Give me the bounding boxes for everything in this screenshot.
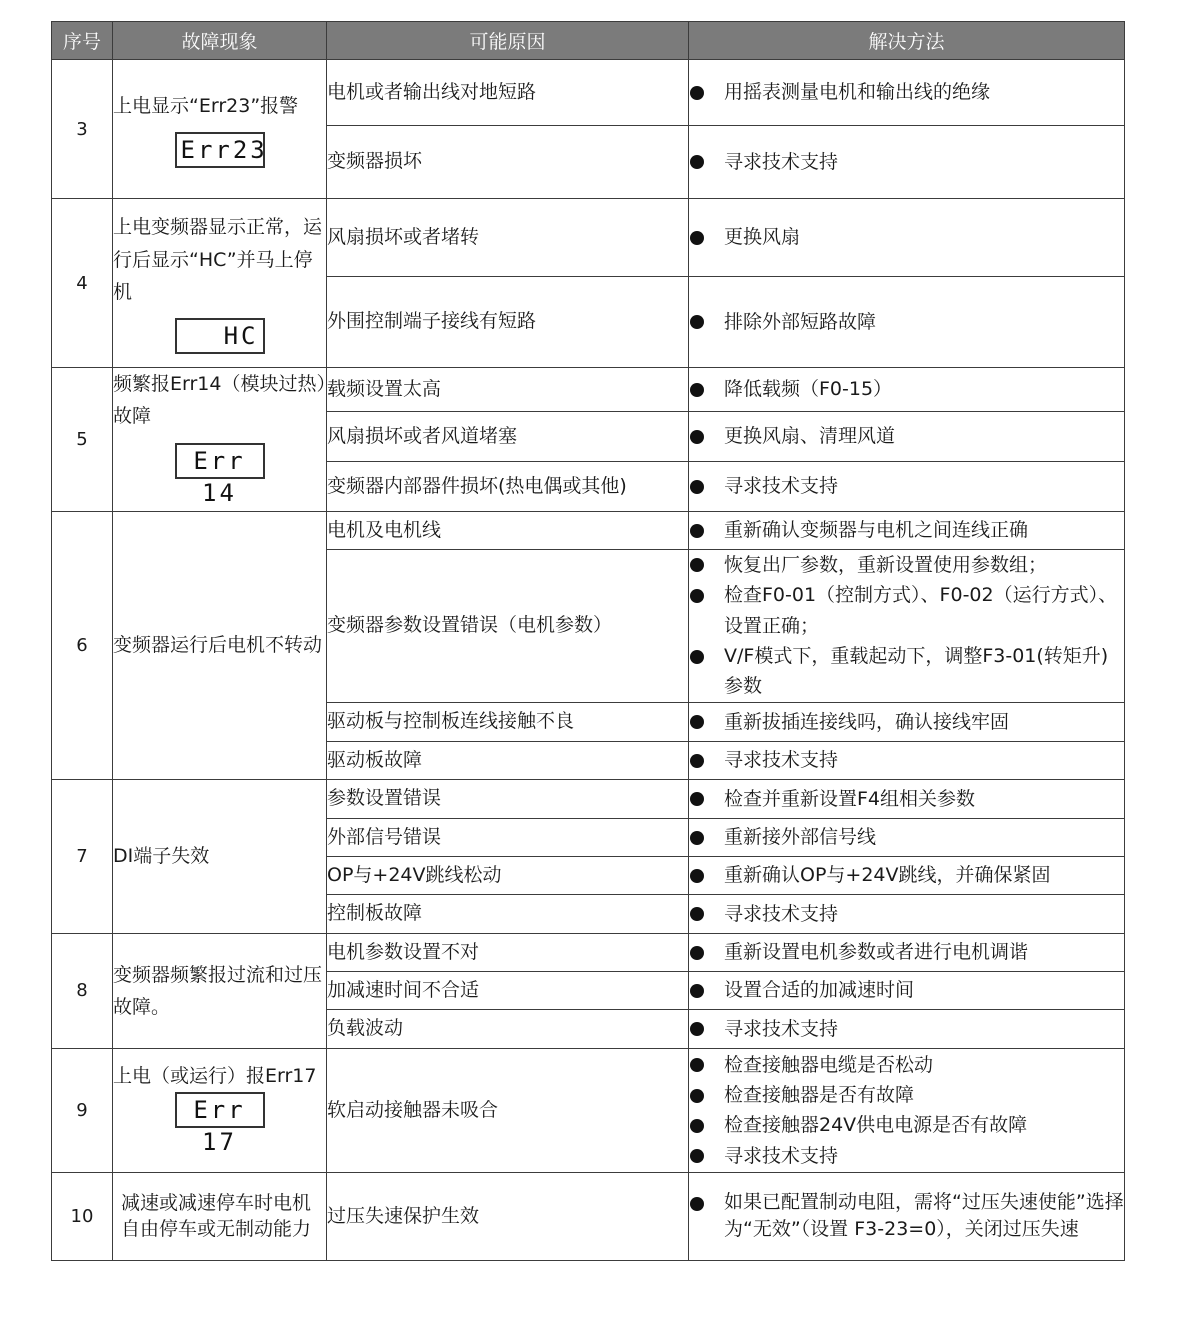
solution-cell xyxy=(689,199,1125,277)
cause-cell: 参数设置错误 xyxy=(327,779,689,818)
solution-cell xyxy=(689,818,1125,856)
table-row xyxy=(52,779,1125,818)
err-display: Err 14 xyxy=(175,443,265,479)
solution-cell xyxy=(689,1172,1125,1260)
solution-cell xyxy=(689,368,1125,412)
solution-item: 用摇表测量电机和输出线的绝缘 xyxy=(689,77,1124,107)
header-row xyxy=(52,22,1125,60)
solution-cell xyxy=(689,511,1125,549)
cause-cell: 控制板故障 xyxy=(327,894,689,933)
fault-number: 6 xyxy=(52,511,113,779)
cause-cell: 变频器参数设置错误（电机参数） xyxy=(327,549,689,702)
cause-cell: 软启动接触器未吸合 xyxy=(327,1048,689,1172)
solution-item: 寻求技术支持 xyxy=(689,745,1124,775)
solution-cell xyxy=(689,933,1125,971)
cause-cell: 过压失速保护生效 xyxy=(327,1172,689,1260)
cause-cell: 变频器损坏 xyxy=(327,126,689,199)
bullet-icon xyxy=(690,315,704,329)
solution-item: 更换风扇、清理风道 xyxy=(689,421,1124,451)
solution-cell xyxy=(689,412,1125,461)
table-row xyxy=(52,368,1125,412)
cause-cell: 负载波动 xyxy=(327,1009,689,1048)
fault-symptom: 减速或减速停车时电机自由停车或无制动能力 xyxy=(113,1172,327,1260)
bullet-icon xyxy=(690,558,704,572)
solution-item: 设置合适的加减速时间 xyxy=(689,975,1124,1005)
bullet-icon xyxy=(690,231,704,245)
symptom-text: 上电变频器显示正常，运行后显示“HC”并马上停机 xyxy=(113,216,323,303)
solution-cell xyxy=(689,126,1125,199)
fault-symptom xyxy=(113,199,327,368)
cause-cell: 变频器内部器件损坏(热电偶或其他) xyxy=(327,461,689,511)
solution-cell xyxy=(689,741,1125,779)
bullet-icon xyxy=(690,155,704,169)
cause-cell: 驱动板与控制板连线接触不良 xyxy=(327,702,689,741)
fault-symptom: 变频器频繁报过流和过压故障。 xyxy=(113,933,327,1048)
symptom-text: 频繁报Err14（模块过热）故障 xyxy=(113,373,326,428)
solution-item: 寻求技术支持 xyxy=(689,1141,1124,1171)
fault-symptom xyxy=(113,60,327,199)
header-solution: 解决方法 xyxy=(689,22,1125,60)
bullet-icon xyxy=(690,383,704,397)
cause-cell: 载频设置太高 xyxy=(327,368,689,412)
cause-cell: 驱动板故障 xyxy=(327,741,689,779)
solution-cell xyxy=(689,277,1125,368)
header-no: 序号 xyxy=(52,22,113,60)
cause-cell: 外围控制端子接线有短路 xyxy=(327,277,689,368)
bullet-icon xyxy=(690,524,704,538)
solution-cell xyxy=(689,1009,1125,1048)
header-cause: 可能原因 xyxy=(327,22,689,60)
solution-item: 寻求技术支持 xyxy=(689,899,1124,929)
fault-number: 7 xyxy=(52,779,113,933)
bullet-icon xyxy=(690,86,704,100)
solution-item: 检查F0-01（控制方式）、F0-02（运行方式）、设置正确； xyxy=(689,580,1124,641)
bullet-icon xyxy=(690,1058,704,1072)
symptom-text: 上电（或运行）报Err17 xyxy=(113,1064,317,1087)
bullet-icon xyxy=(690,907,704,921)
fault-table xyxy=(51,21,1125,1261)
solution-item: 检查接触器电缆是否松动 xyxy=(689,1050,1124,1080)
solution-item: 寻求技术支持 xyxy=(689,471,1124,501)
err-display: Err23 xyxy=(175,132,265,168)
err-display: HC xyxy=(175,318,265,354)
table-row xyxy=(52,933,1125,971)
solution-cell xyxy=(689,1048,1125,1172)
bullet-icon xyxy=(690,1197,704,1211)
solution-item: 重新确认OP与+24V跳线，并确保紧固 xyxy=(689,860,1124,890)
bullet-icon xyxy=(690,650,704,664)
solution-item: 如果已配置制动电阻，需将“过压失速使能”选择为“无效”（设置 F3-23=0），关闭过压失速 xyxy=(689,1189,1124,1244)
solution-item: 降低载频（F0-15） xyxy=(689,374,1124,404)
solution-item: 检查接触器是否有故障 xyxy=(689,1080,1124,1110)
bullet-icon xyxy=(690,1089,704,1103)
header-symptom: 故障现象 xyxy=(113,22,327,60)
solution-cell xyxy=(689,549,1125,702)
fault-number: 10 xyxy=(52,1172,113,1260)
solution-cell xyxy=(689,856,1125,894)
fault-number: 4 xyxy=(52,199,113,368)
bullet-icon xyxy=(690,1119,704,1133)
cause-cell: 电机或者输出线对地短路 xyxy=(327,60,689,126)
solution-cell xyxy=(689,971,1125,1009)
bullet-icon xyxy=(690,792,704,806)
solution-item: 重新拔插连接线吗，确认接线牢固 xyxy=(689,707,1124,737)
cause-cell: 风扇损坏或者堵转 xyxy=(327,199,689,277)
bullet-icon xyxy=(690,831,704,845)
bullet-icon xyxy=(690,589,704,603)
err-display: Err 17 xyxy=(175,1092,265,1128)
bullet-icon xyxy=(690,715,704,729)
fault-number: 8 xyxy=(52,933,113,1048)
cause-cell: 电机参数设置不对 xyxy=(327,933,689,971)
solution-item: 检查并重新设置F4组相关参数 xyxy=(689,784,1124,814)
bullet-icon xyxy=(690,480,704,494)
fault-symptom: 变频器运行后电机不转动 xyxy=(113,511,327,779)
fault-symptom xyxy=(113,1048,327,1172)
solution-item: 寻求技术支持 xyxy=(689,147,1124,177)
bullet-icon xyxy=(690,946,704,960)
fault-number: 5 xyxy=(52,368,113,512)
solution-cell xyxy=(689,60,1125,126)
table-row xyxy=(52,1172,1125,1260)
fault-number: 9 xyxy=(52,1048,113,1172)
fault-symptom: DI端子失效 xyxy=(113,779,327,933)
cause-cell: 加减速时间不合适 xyxy=(327,971,689,1009)
solution-cell xyxy=(689,779,1125,818)
bullet-icon xyxy=(690,754,704,768)
cause-cell: OP与+24V跳线松动 xyxy=(327,856,689,894)
cause-cell: 电机及电机线 xyxy=(327,511,689,549)
solution-cell xyxy=(689,461,1125,511)
bullet-icon xyxy=(690,1149,704,1163)
solution-item: 重新接外部信号线 xyxy=(689,822,1124,852)
fault-number: 3 xyxy=(52,60,113,199)
solution-item: 排除外部短路故障 xyxy=(689,307,1124,337)
solution-item: 寻求技术支持 xyxy=(689,1014,1124,1044)
solution-item: 恢复出厂参数，重新设置使用参数组； xyxy=(689,550,1124,580)
bullet-icon xyxy=(690,1022,704,1036)
bullet-icon xyxy=(690,869,704,883)
fault-symptom xyxy=(113,368,327,512)
table-row xyxy=(52,199,1125,277)
table-row xyxy=(52,1048,1125,1172)
solution-item: 重新设置电机参数或者进行电机调谐 xyxy=(689,937,1124,967)
symptom-text: 上电显示“Err23”报警 xyxy=(113,94,299,117)
cause-cell: 外部信号错误 xyxy=(327,818,689,856)
table-row xyxy=(52,511,1125,549)
solution-cell xyxy=(689,702,1125,741)
bullet-icon xyxy=(690,430,704,444)
cause-cell: 风扇损坏或者风道堵塞 xyxy=(327,412,689,461)
solution-item: V/F模式下，重载起动下，调整F3-01(转矩升)参数 xyxy=(689,641,1124,702)
solution-item: 检查接触器24V供电电源是否有故障 xyxy=(689,1110,1124,1140)
bullet-icon xyxy=(690,984,704,998)
solution-cell xyxy=(689,894,1125,933)
solution-item: 更换风扇 xyxy=(689,222,1124,252)
solution-item: 重新确认变频器与电机之间连线正确 xyxy=(689,515,1124,545)
table-row xyxy=(52,60,1125,126)
